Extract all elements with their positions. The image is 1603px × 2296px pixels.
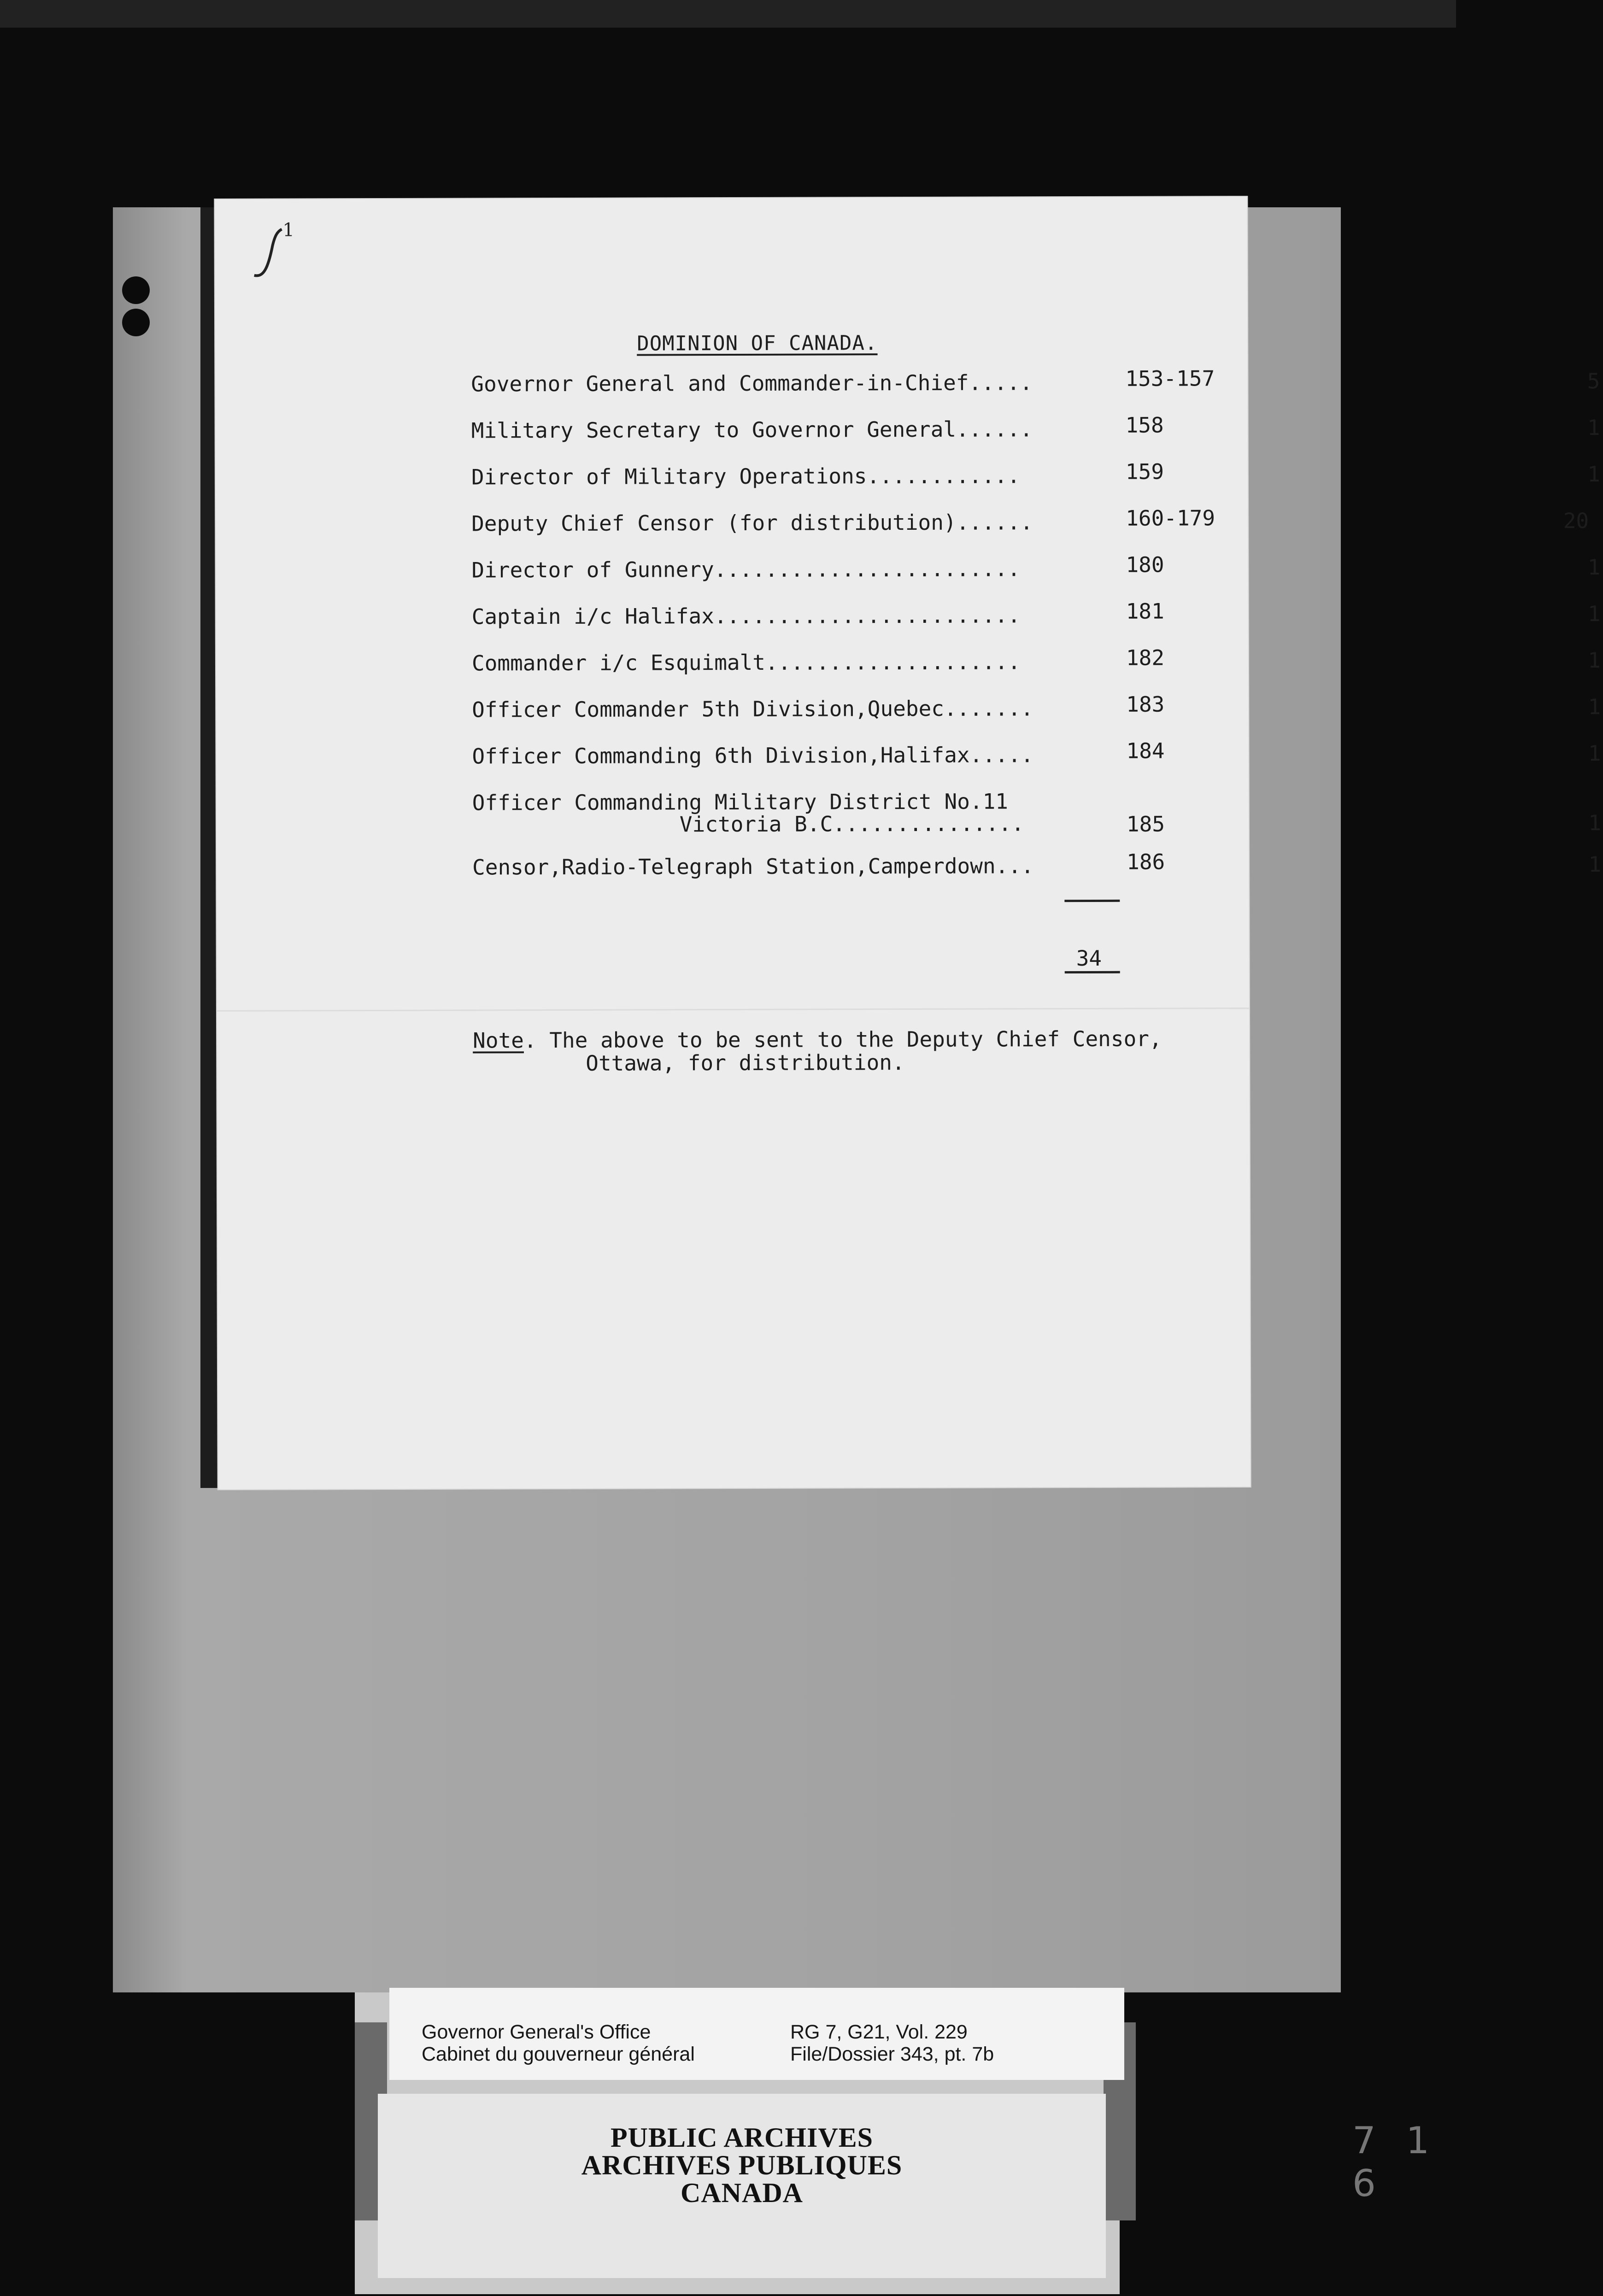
item-count: 1: [1588, 648, 1601, 673]
item-count: 1: [1588, 694, 1601, 720]
stamp-line-2: ARCHIVES PUBLIQUES: [581, 2150, 903, 2180]
item-label: Director of Military Operations............: [471, 463, 1020, 490]
item-count: 1: [1587, 462, 1600, 487]
stamp-line-1: PUBLIC ARCHIVES: [610, 2122, 874, 2153]
distribution-list: [471, 366, 1602, 901]
office-french: Cabinet du gouverneur général: [422, 2043, 695, 2065]
total-rule-bottom: [1065, 971, 1120, 973]
list-item: [471, 645, 1601, 697]
note-line-1: [473, 1026, 1162, 1053]
item-count: 1: [1587, 555, 1601, 580]
item-label: Captain i/c Halifax........................: [471, 603, 1021, 629]
item-count: 1: [1588, 810, 1601, 836]
film-frame-number: 7 1 6: [1352, 2119, 1439, 2205]
note-title: Note: [473, 1028, 524, 1053]
list-item: [472, 849, 1602, 901]
item-pages: 183: [1126, 691, 1165, 717]
punch-hole: [122, 309, 150, 336]
record-group-reference: RG 7, G21, Vol. 229: [790, 2021, 968, 2043]
list-item: [471, 598, 1601, 650]
list-item: [471, 459, 1600, 511]
item-label: Officer Commanding 6th Division,Halifax.....: [472, 742, 1034, 769]
item-count: 1: [1587, 415, 1600, 440]
file-reference: File/Dossier 343, pt. 7b: [790, 2043, 994, 2065]
list-item: [472, 738, 1601, 790]
list-item: [471, 505, 1589, 557]
folio-mark-handwritten: [249, 217, 309, 282]
note-line-2: Ottawa, for distribution.: [586, 1050, 905, 1076]
item-pages: 182: [1126, 645, 1165, 670]
item-count: 1: [1588, 741, 1601, 766]
item-label: Officer Commander 5th Division,Quebec.......: [472, 696, 1033, 722]
list-item: [472, 691, 1601, 744]
note-text: . The above to be sent to the Deputy Chief Censor,: [523, 1026, 1162, 1053]
item-pages: 184: [1126, 738, 1165, 763]
item-pages: 180: [1126, 552, 1164, 577]
document-page: [215, 197, 1602, 1489]
item-label: Military Secretary to Governor General......: [471, 416, 1033, 443]
list-item: [472, 788, 1601, 855]
fold-line: [217, 1007, 1249, 1012]
office-english: Governor General's Office: [422, 2021, 651, 2043]
item-count: 1: [1587, 601, 1601, 627]
punch-hole: [122, 276, 150, 304]
svg-text:1: 1: [282, 219, 295, 241]
archive-stamp: [378, 2094, 1106, 2278]
item-label: Officer Commanding Military District No.11: [472, 789, 1009, 815]
item-count: 5: [1587, 369, 1600, 394]
total-count: 34: [1076, 945, 1102, 971]
list-item: [471, 412, 1600, 464]
item-pages: 160-179: [1126, 505, 1215, 531]
item-label: Censor,Radio-Telegraph Station,Camperdown...: [472, 853, 1034, 880]
item-label-continued: Victoria B.C...............: [679, 811, 1024, 837]
item-pages: 185: [1126, 811, 1165, 837]
item-count: 20: [1563, 508, 1589, 533]
item-count: 1: [1588, 852, 1602, 877]
item-pages: 181: [1126, 598, 1164, 624]
document-heading: [637, 331, 877, 355]
film-strip-top: [0, 0, 1456, 28]
item-pages: 158: [1125, 412, 1164, 438]
item-pages: 159: [1125, 459, 1164, 484]
list-item: [471, 366, 1600, 418]
item-pages: 186: [1127, 849, 1165, 874]
archive-reference-label: [389, 1988, 1124, 2080]
item-label: Governor General and Commander-in-Chief.....: [471, 370, 1033, 397]
list-item: [471, 552, 1601, 604]
item-label: Director of Gunnery........................: [471, 556, 1021, 583]
stamp-line-3: CANADA: [681, 2178, 803, 2208]
item-label: Deputy Chief Censor (for distribution)......: [471, 510, 1033, 536]
item-label: Commander i/c Esquimalt....................: [471, 649, 1021, 676]
heading-text: DOMINION OF CANADA.: [637, 331, 878, 356]
item-pages: 153-157: [1125, 366, 1215, 391]
total-rule-top: [1064, 900, 1120, 902]
